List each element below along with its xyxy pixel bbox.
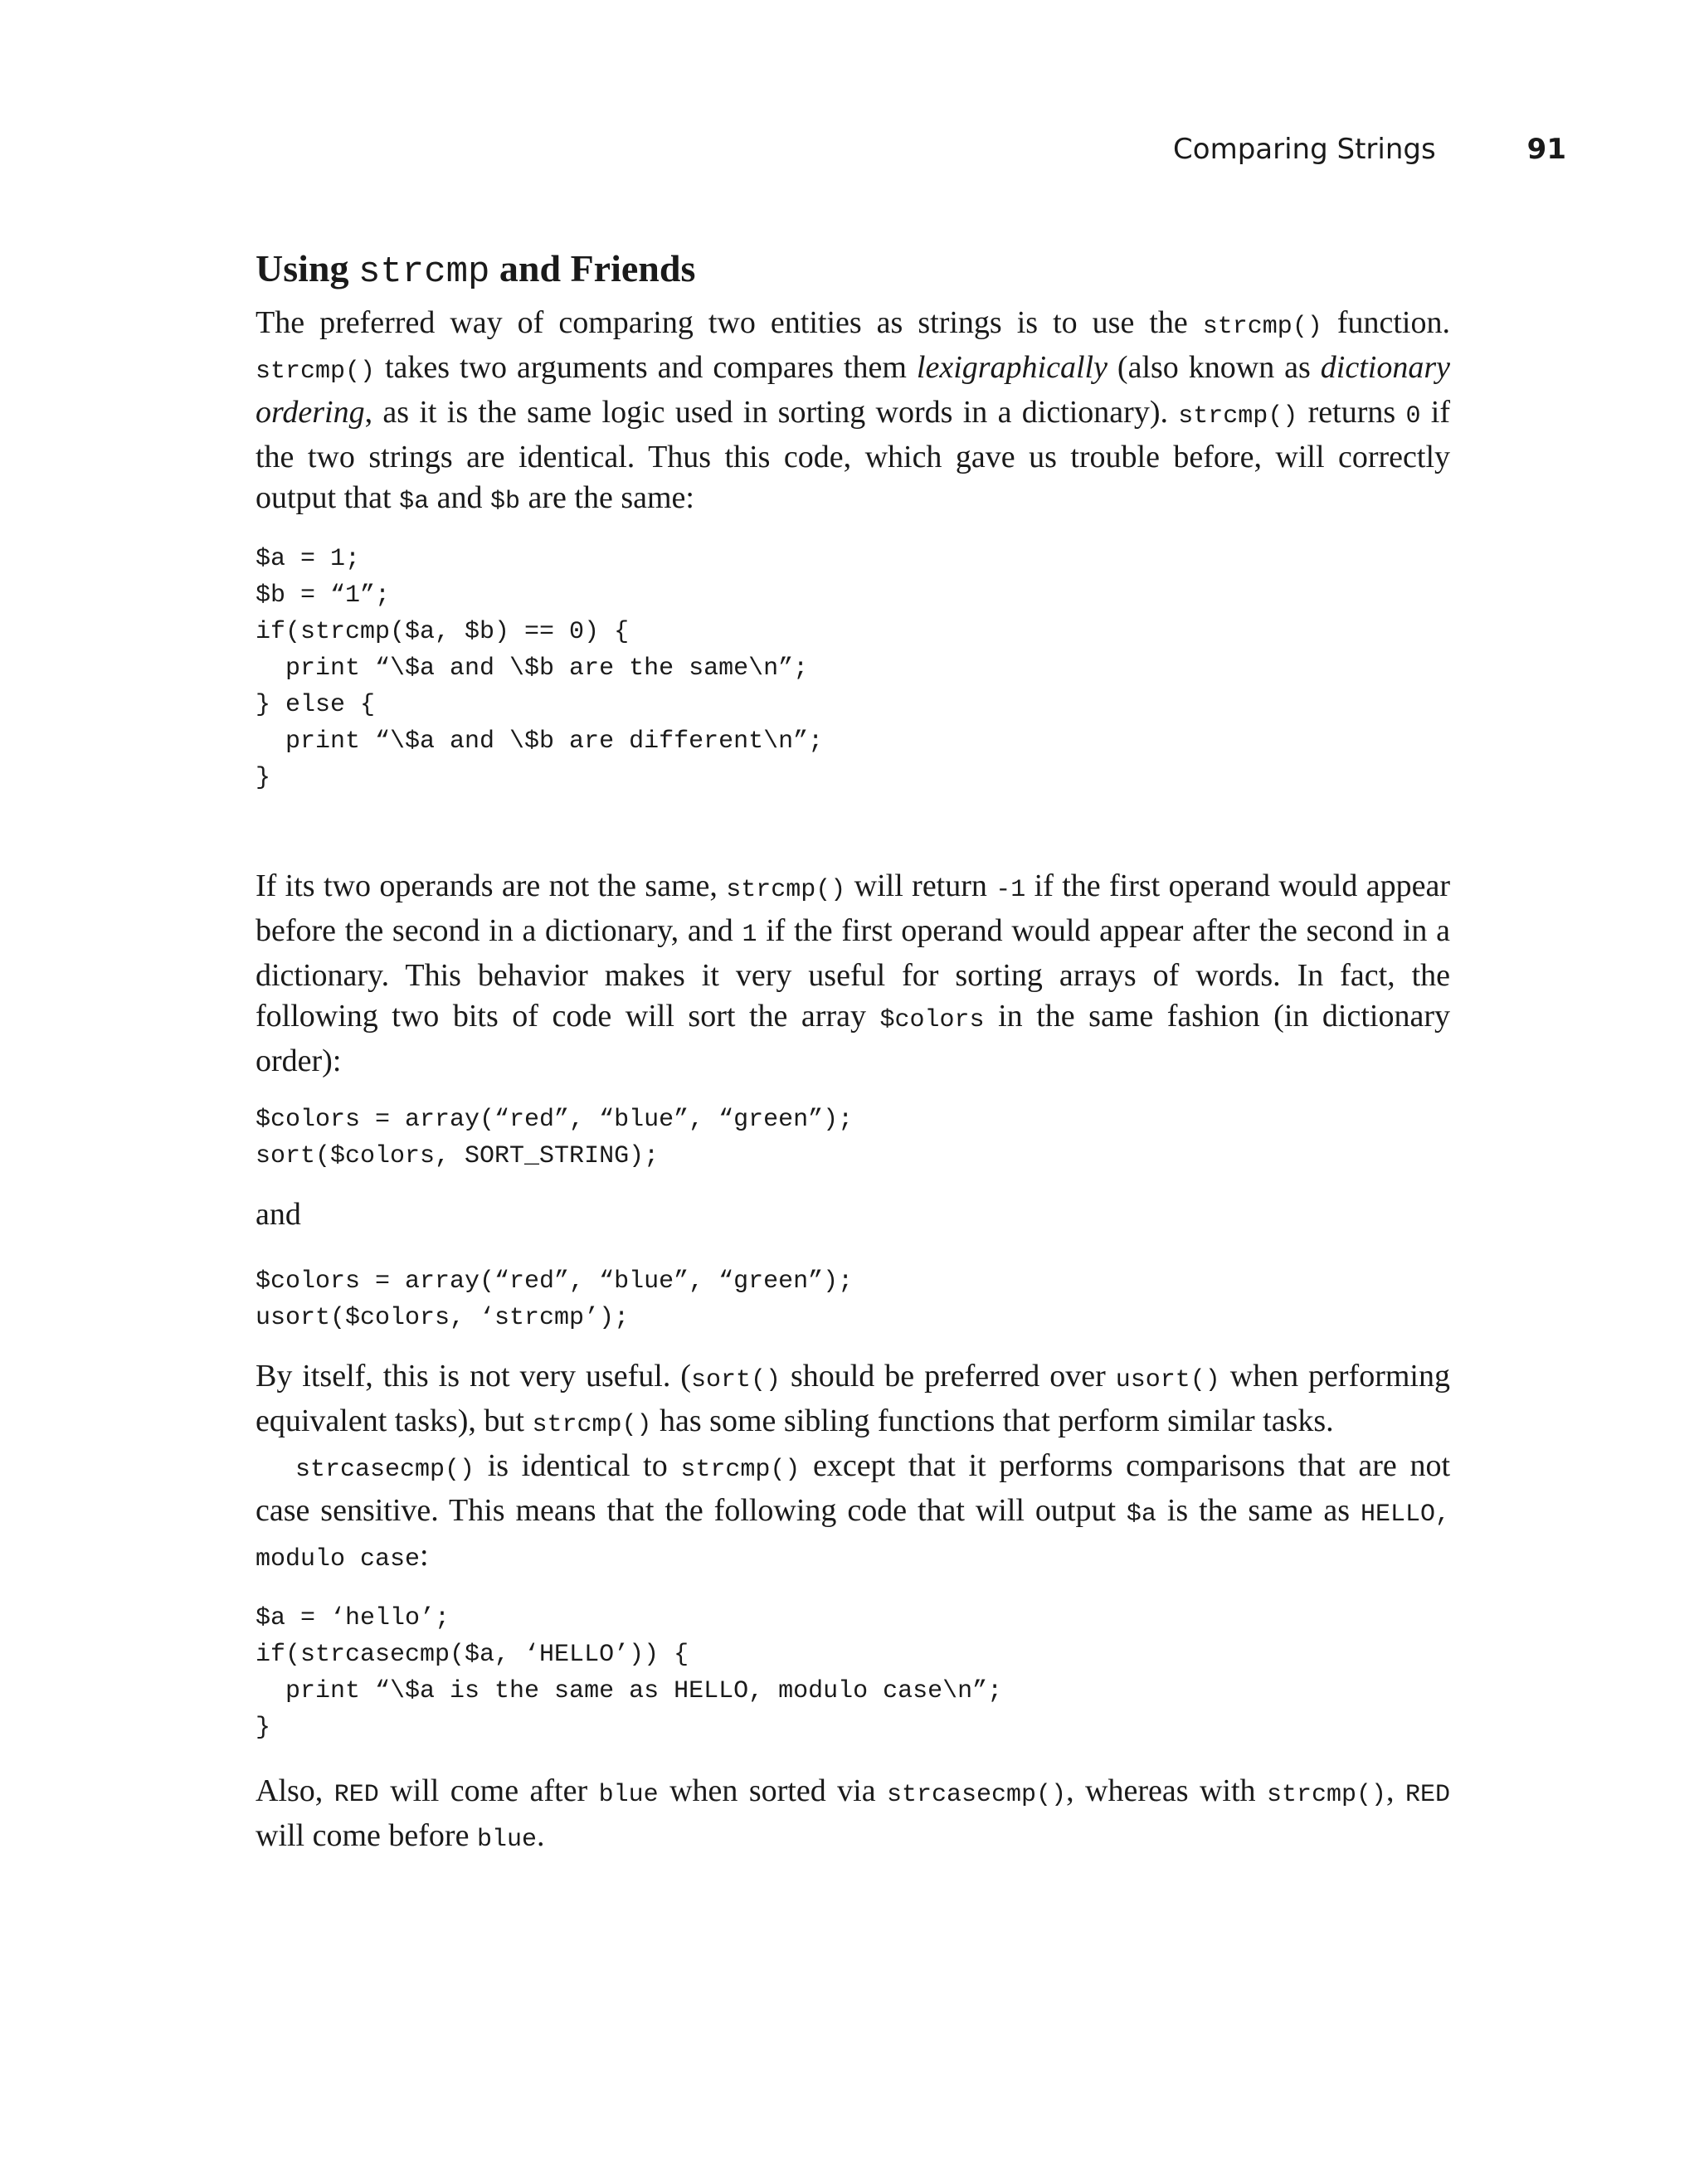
inline-code: strcmp() (726, 876, 846, 904)
inline-code: strcmp() (1202, 313, 1322, 341)
inline-code: RED (333, 1781, 379, 1809)
text-span: , (1386, 1773, 1405, 1808)
inline-code: $a (1126, 1501, 1156, 1529)
inline-code: $a (399, 488, 430, 516)
code-block-sort: $colors = array(“red”, “blue”, “green”); sort($colors, SORT_STRING); (256, 1106, 854, 1170)
text-span: should be preferred over (780, 1359, 1116, 1394)
text-span: If its two operands are not the same, (256, 868, 727, 903)
text-span: will come before (256, 1818, 477, 1853)
inline-code: $colors (879, 1006, 985, 1034)
text-span: is the same as (1156, 1493, 1361, 1528)
heading-text-post: and Friends (489, 247, 696, 289)
text-span: Also, (256, 1773, 334, 1808)
text-span: if the two strings are identical. Thus this code, which gave us trouble before, will correctly output that (256, 395, 1451, 515)
text-span: : (420, 1538, 429, 1573)
text-span: is identical to (475, 1448, 681, 1483)
inline-code: usort() (1115, 1366, 1220, 1394)
inline-code: strcasecmp() (887, 1781, 1067, 1809)
code-block-usort: $colors = array(“red”, “blue”, “green”); usort($colors, ‘strcmp’); (256, 1267, 854, 1332)
text-span: takes two arguments and compares them (375, 350, 917, 385)
text-span: will come after (378, 1773, 599, 1808)
inline-code: 0 (1405, 402, 1421, 430)
text-span: are the same: (520, 480, 694, 515)
text-span: . (536, 1818, 545, 1853)
paragraph-sibling-functions (256, 1356, 1450, 1446)
inline-code: HELLO, modulo case (256, 1501, 1450, 1574)
text-span: returns (1297, 395, 1406, 430)
text-span: has some sibling functions that perform similar tasks. (651, 1403, 1334, 1438)
paragraph-return-values (256, 866, 1450, 1082)
text-span: function. (1322, 305, 1450, 340)
section-title: Comparing Strings (1173, 133, 1436, 166)
paragraph-and: and (256, 1197, 301, 1232)
inline-code: strcmp() (256, 358, 376, 386)
paragraph-strcasecmp (256, 1446, 1450, 1580)
text-span: and (429, 480, 490, 515)
page-number: 91 (1526, 133, 1566, 166)
text-span: when performing equivalent tasks), but (256, 1359, 1450, 1438)
inline-code: 1 (742, 921, 757, 949)
text-span: when sorted via (658, 1773, 888, 1808)
page-content (256, 245, 1450, 1861)
text-span: , as it is the same logic used in sorting words in a dictionary). (364, 395, 1179, 430)
text-span: (also known as (1107, 350, 1321, 385)
text-span: if the first operand would appear after the second in a dictionary. This behavior makes it very useful for sorting arrays of words. In fact, the following two bits of code will sort the array (256, 913, 1450, 1034)
text-span: if the first operand would appear before the second in a dictionary, and (256, 868, 1450, 948)
text-span: except that it performs comparisons that are not case sensitive. This means that the following code that will output (256, 1448, 1451, 1528)
inline-code: sort() (690, 1366, 781, 1394)
emphasis: dictionary ordering (256, 350, 1450, 430)
inline-code: $b (490, 488, 521, 516)
code-block-strcmp-example: $a = 1; $b = “1”; if(strcmp($a, $b) == 0) { print “\$a and \$b are the same\n”; } else { print “\$a and \$b are different\n”; } (256, 545, 824, 792)
inline-code: strcmp() (1266, 1781, 1387, 1809)
inline-code: strcmp() (680, 1456, 801, 1484)
heading-text-pre: Using (256, 247, 358, 289)
inline-code: strcmp() (532, 1411, 652, 1439)
paragraph-sort-order (256, 1771, 1450, 1861)
inline-code: strcmp() (1178, 402, 1298, 430)
heading-code: strcmp (358, 251, 490, 293)
inline-code: blue (598, 1781, 659, 1809)
text-span: The preferred way of comparing two entities as strings is to use the (256, 305, 1203, 340)
inline-code: RED (1404, 1781, 1450, 1809)
code-block-strcasecmp: $a = ‘hello’; if(strcasecmp($a, ‘HELLO’)) { print “\$a is the same as HELLO, modulo case\n”; } (256, 1604, 1003, 1742)
inline-code: -1 (996, 876, 1026, 904)
paragraph-intro (256, 303, 1450, 523)
emphasis: lexigraphically (916, 350, 1108, 385)
inline-code: blue (476, 1826, 537, 1854)
text-span: in the same fashion (in dictionary order): (256, 999, 1450, 1078)
text-span: By itself, this is not very useful. ( (256, 1359, 691, 1394)
text-span: will return (845, 868, 996, 903)
running-head (1173, 133, 1566, 166)
text-span: , whereas with (1066, 1773, 1267, 1808)
inline-code: strcasecmp() (295, 1456, 475, 1484)
section-heading (256, 245, 1450, 296)
